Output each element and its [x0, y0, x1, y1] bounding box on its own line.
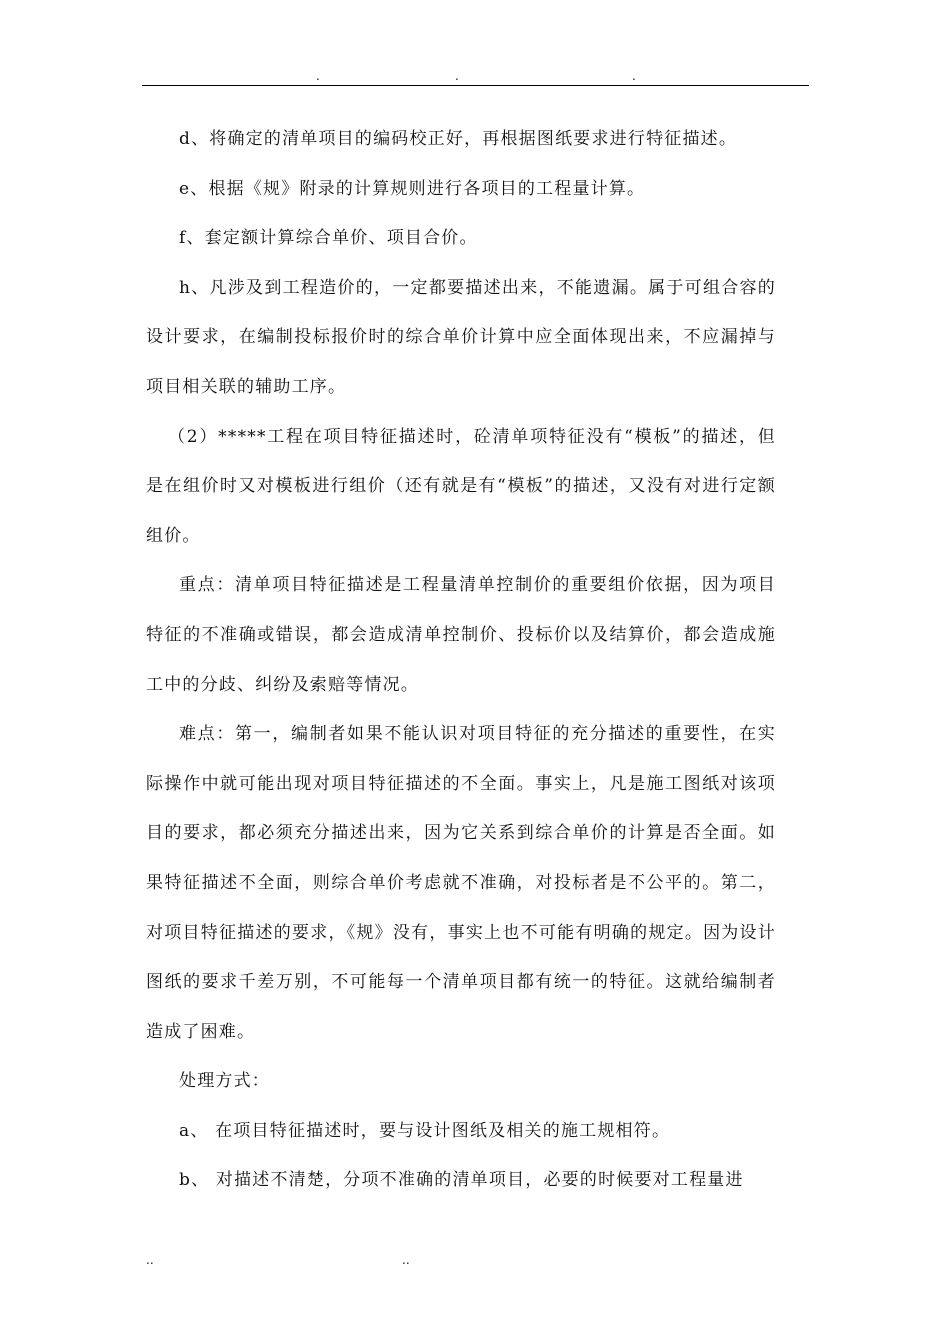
paragraph-e: e、根据《规》附录的计算规则进行各项目的工程量计算。	[179, 178, 646, 199]
paragraph-item-2: （2）*****工程在项目特征描述时，砼清单项特征没有“模板”的描述，但是在组价时又对模板进行组价（还有就是有“模板”的描述，又没有对进行定额组价。	[146, 426, 776, 546]
footer-dots: ..	[402, 1253, 410, 1267]
header-dot: .	[632, 69, 636, 83]
paragraph-handling-heading: 处理方式：	[179, 1071, 270, 1092]
paragraph-key-point: 重点：清单项目特征描述是工程量清单控制价的重要组价依据，因为项目特征的不准确或错误，都会造成清单控制价、投标价以及结算价，都会造成施工中的分歧、纠纷及索赔等情况。	[146, 575, 776, 695]
header-dot: .	[316, 69, 320, 83]
paragraph-difficulty: 难点：第一，编制者如果不能认识对项目特征的充分描述的重要性，在实际操作中就可能出现对项目特征描述的不全面。事实上，凡是施工图纸对该项目的要求，都必须充分描述出来，因为它关系到综合单价的计算是否全面。如果特征描述不全面，则综合单价考虑就不准确，对投标者是不公平的。第二，对项目特征描述的要求，《规》没有，事实上也不可能有明确的规定。因为设计图纸的要求千差万别，不可能每一个清单项目都有统一的特征。这就给编制者造成了困难。	[146, 724, 776, 1042]
document-body	[146, 115, 776, 1206]
header-dot: .	[455, 69, 459, 83]
paragraph-h: h、凡涉及到工程造价的，一定都要描述出来，不能遗漏。属于可组合容的设计要求，在编制投标报价时的综合单价计算中应全面体现出来，不应漏掉与项目相关联的辅助工序。	[146, 277, 776, 397]
paragraph-handling-b: b、 对描述不清楚，分项不准确的清单项目，必要的时候要对工程量进	[179, 1170, 744, 1191]
footer-dots: ..	[146, 1253, 154, 1267]
paragraph-handling-a: a、 在项目特征描述时，要与设计图纸及相关的施工规相符。	[179, 1120, 671, 1141]
paragraph-f: f、套定额计算综合单价、项目合价。	[179, 228, 478, 249]
header-rule	[142, 85, 809, 86]
paragraph-d: d、将确定的清单项目的编码校正好，再根据图纸要求进行特征描述。	[179, 129, 738, 149]
